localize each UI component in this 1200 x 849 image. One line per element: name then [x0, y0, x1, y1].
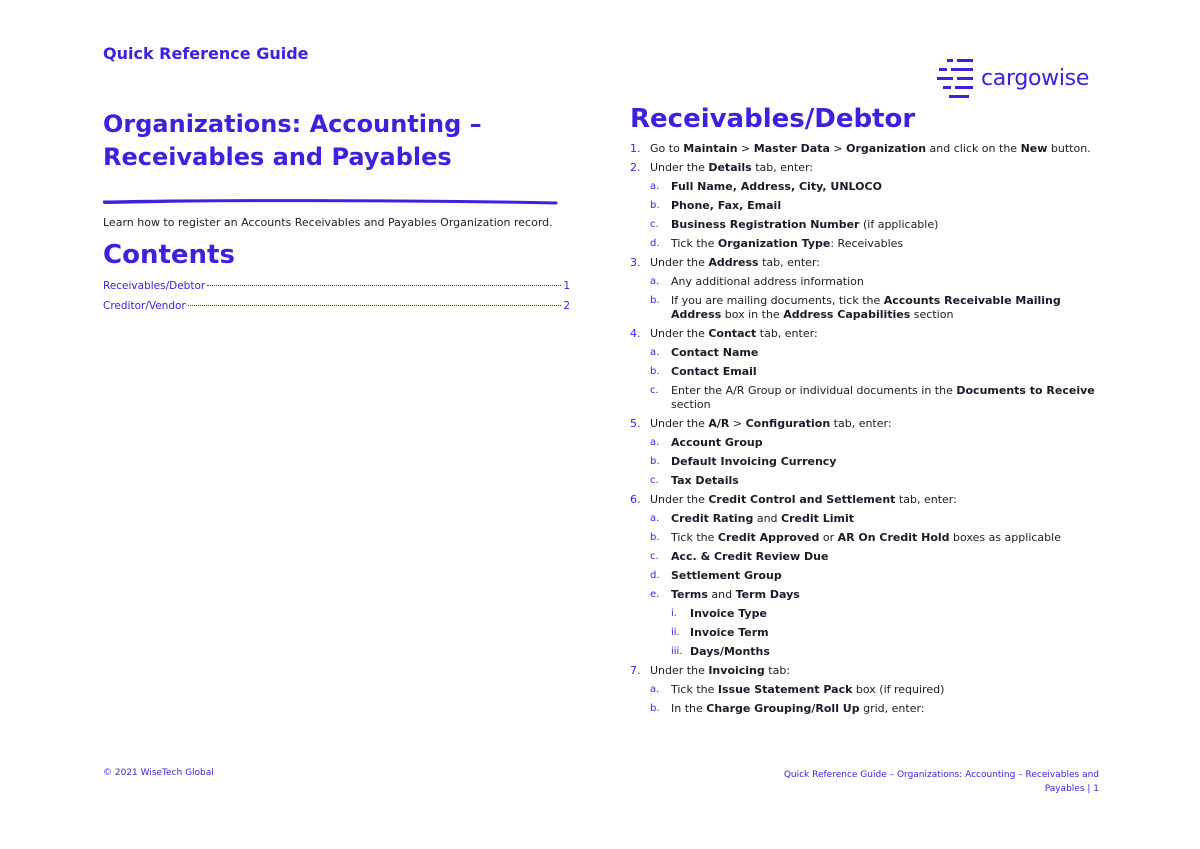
step-text: In the Charge Grouping/Roll Up grid, enter: [671, 702, 925, 715]
step-item-level-2 [630, 550, 1100, 564]
step-text: Contact Name [671, 346, 759, 359]
step-number: c. [650, 551, 659, 562]
step-text: Business Registration Number (if applicable) [671, 218, 939, 231]
header-label: Quick Reference Guide [103, 44, 309, 63]
step-item-level-1 [630, 161, 1100, 175]
footer-title: Quick Reference Guide – Organizations: Accounting – Receivables and [783, 770, 1099, 780]
step-number: iii. [671, 646, 683, 657]
step-item-level-3 [630, 645, 1100, 659]
footer-page-info [739, 768, 1099, 796]
contents-heading: Contents [103, 240, 235, 270]
footer-page-number: Payables | 1 [1044, 784, 1099, 794]
step-item-level-2 [630, 455, 1100, 469]
step-item-level-2 [630, 436, 1100, 450]
step-text: Default Invoicing Currency [671, 455, 837, 468]
step-item-level-2 [630, 180, 1100, 194]
step-number: i. [671, 608, 677, 619]
step-text: Credit Rating and Credit Limit [671, 512, 854, 525]
step-item-level-2 [630, 588, 1100, 602]
step-item-level-1 [630, 417, 1100, 431]
toc-item-creditor[interactable] [103, 300, 570, 320]
step-text: Any additional address information [671, 275, 864, 288]
step-number: 3. [630, 256, 641, 269]
step-text: Under the Credit Control and Settlement tab, enter: [650, 493, 957, 506]
step-number: c. [650, 475, 659, 486]
step-number: 6. [630, 493, 641, 506]
step-number: 7. [630, 664, 641, 677]
step-text: Under the Details tab, enter: [650, 161, 814, 174]
page-title [103, 108, 563, 174]
step-number: c. [650, 219, 659, 230]
footer-copyright: © 2021 WiseTech Global [103, 768, 214, 778]
step-item-level-2 [630, 569, 1100, 583]
step-text: Go to Maintain > Master Data > Organization and click on the New button. [650, 142, 1091, 155]
step-item-level-2 [630, 365, 1100, 379]
toc-leader-dots [188, 305, 562, 306]
step-text: Tick the Organization Type: Receivables [671, 237, 904, 250]
step-item-level-2 [630, 346, 1100, 360]
step-number: b. [650, 703, 660, 714]
step-item-level-2 [630, 683, 1100, 697]
step-item-level-2 [630, 218, 1100, 232]
step-text: Account Group [671, 436, 763, 449]
step-item-level-3 [630, 626, 1100, 640]
logo-mark-icon [937, 58, 975, 98]
toc-item-label: Receivables/Debtor [103, 280, 206, 292]
step-number: b. [650, 532, 660, 543]
step-item-level-1 [630, 142, 1100, 156]
step-item-level-2 [630, 474, 1100, 488]
step-number: b. [650, 366, 660, 377]
step-text: Invoice Term [690, 626, 769, 639]
step-item-level-3 [630, 607, 1100, 621]
step-number: 1. [630, 142, 641, 155]
step-number: d. [650, 570, 660, 581]
step-text: Full Name, Address, City, UNLOCO [671, 180, 882, 193]
intro-text: Learn how to register an Accounts Receivables and Payables Organization record. [103, 216, 553, 229]
step-number: 4. [630, 327, 641, 340]
step-number: a. [650, 276, 660, 287]
step-item-level-1 [630, 256, 1100, 270]
step-number: b. [650, 456, 660, 467]
cargowise-logo [937, 58, 1089, 98]
step-text: Under the A/R > Configuration tab, enter: [650, 417, 892, 430]
step-number: a. [650, 684, 660, 695]
toc-item-receivables[interactable] [103, 280, 570, 300]
step-item-level-2 [630, 199, 1100, 213]
step-number: e. [650, 589, 660, 600]
title-divider [103, 194, 559, 208]
step-number: a. [650, 347, 660, 358]
step-number: 2. [630, 161, 641, 174]
step-item-level-2 [630, 384, 1100, 412]
step-text: Under the Contact tab, enter: [650, 327, 818, 340]
step-text: Under the Invoicing tab: [650, 664, 791, 677]
step-number: c. [650, 385, 659, 396]
step-item-level-1 [630, 493, 1100, 507]
step-number: a. [650, 181, 660, 192]
step-item-level-1 [630, 327, 1100, 341]
table-of-contents [103, 280, 570, 320]
step-item-level-2 [630, 702, 1100, 716]
step-item-level-2 [630, 512, 1100, 526]
step-text: Terms and Term Days [671, 588, 800, 601]
step-text: Tax Details [671, 474, 739, 487]
page-title-line-2: Receivables and Payables [103, 143, 452, 171]
step-number: ii. [671, 627, 680, 638]
logo-wordmark: cargowise [981, 65, 1090, 91]
instruction-list [630, 142, 1100, 721]
step-text: Acc. & Credit Review Due [671, 550, 829, 563]
step-number: b. [650, 200, 660, 211]
step-text: Enter the A/R Group or individual documents in the Documents to Receive section [671, 384, 1095, 411]
step-item-level-2 [630, 275, 1100, 289]
toc-item-page: 2 [563, 300, 570, 312]
step-number: b. [650, 295, 660, 306]
step-number: 5. [630, 417, 641, 430]
page-title-line-1: Organizations: Accounting – [103, 110, 482, 138]
toc-item-page: 1 [563, 280, 570, 292]
toc-leader-dots [207, 285, 561, 286]
step-text: Contact Email [671, 365, 757, 378]
step-text: Invoice Type [690, 607, 767, 620]
step-number: a. [650, 437, 660, 448]
step-number: d. [650, 238, 660, 249]
step-number: a. [650, 513, 660, 524]
step-text: Days/Months [690, 645, 770, 658]
toc-item-label: Creditor/Vendor [103, 300, 186, 312]
step-item-level-2 [630, 237, 1100, 251]
step-text: Tick the Credit Approved or AR On Credit Hold boxes as applicable [671, 531, 1061, 544]
step-item-level-2 [630, 531, 1100, 545]
step-text: Phone, Fax, Email [671, 199, 782, 212]
step-text: Tick the Issue Statement Pack box (if required) [671, 683, 945, 696]
step-item-level-1 [630, 664, 1100, 678]
step-item-level-2 [630, 294, 1100, 322]
section-title: Receivables/Debtor [630, 104, 916, 134]
step-text: Under the Address tab, enter: [650, 256, 820, 269]
step-text: Settlement Group [671, 569, 782, 582]
step-text: If you are mailing documents, tick the Accounts Receivable Mailing Address box in the Address Capabilities section [671, 294, 1061, 321]
